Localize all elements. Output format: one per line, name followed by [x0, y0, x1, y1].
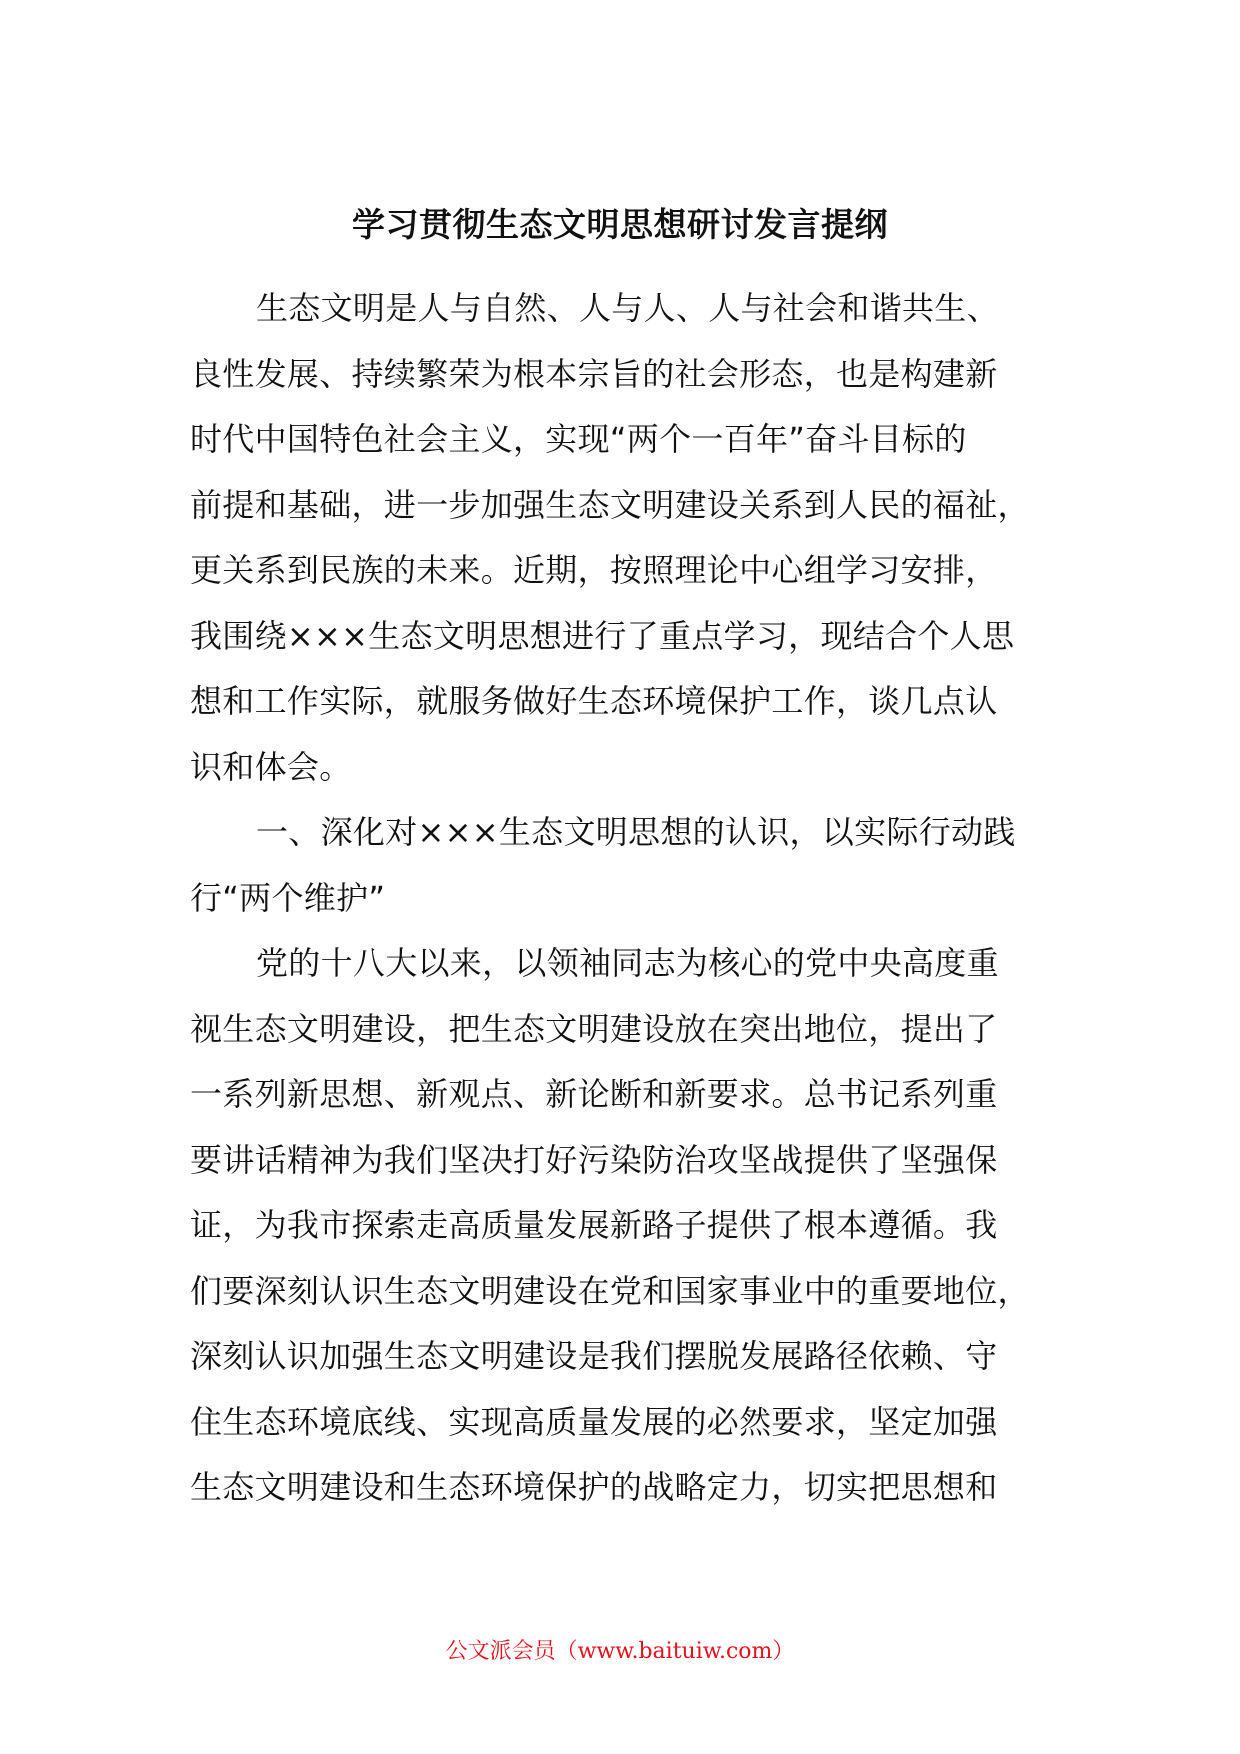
paragraph-1-line-3: 时代中国特色社会主义，实现“两个一百年”奋斗目标的 [190, 420, 967, 458]
paragraph-1-line-8: 识和体会。 [190, 747, 352, 786]
paragraph-1-line-5: 更关系到民族的未来。近期，按照理论中心组学习安排， [190, 551, 998, 589]
paragraph-1-line-1: 生态文明是人与自然、人与人、人与社会和谐共生、 [256, 289, 999, 327]
section-heading-line-1: 一、深化对×××生态文明思想的认识，以实际行动践 [256, 813, 1016, 851]
document-body [190, 276, 1060, 1521]
paragraph-1-line-2: 良性发展、持续繁荣为根本宗旨的社会形态，也是构建新 [190, 354, 998, 393]
document-title: 学习贯彻生态文明思想研讨发言提纲 [352, 205, 888, 244]
paragraph-2-line-1: 党的十八大以来，以领袖同志为核心的党中央高度重 [256, 944, 999, 982]
paragraph-1-line-4: 前提和基础，进一步加强生态文明建设关系到人民的福祉， [190, 485, 1030, 524]
paragraph-2-line-5: 证，为我市探索走高质量发展新路子提供了根本遵循。我 [190, 1206, 998, 1244]
section-heading-line-2: 行“两个维护” [190, 878, 386, 917]
paragraph-2-line-6: 们要深刻认识生态文明建设在党和国家事业中的重要地位， [190, 1271, 1030, 1310]
paragraph-2-line-9: 生态文明建设和生态环境保护的战略定力，切实把思想和 [190, 1468, 998, 1506]
paragraph-2-line-3: 一系列新思想、新观点、新论断和新要求。总书记系列重 [190, 1075, 998, 1113]
paragraph-2-line-4: 要讲话精神为我们坚决打好污染防治攻坚战提供了坚强保 [190, 1140, 998, 1179]
paragraph-2-line-7: 深刻认识加强生态文明建设是我们摆脱发展路径依赖、守 [190, 1337, 998, 1375]
paragraph-2-line-8: 住生态环境底线、实现高质量发展的必然要求，坚定加强 [190, 1402, 998, 1441]
paragraph-2-line-2: 视生态文明建设，把生态文明建设放在突出地位，提出了 [190, 1009, 998, 1048]
paragraph-1-line-7: 想和工作实际，就服务做好生态环境保护工作，谈几点认 [190, 682, 998, 720]
paragraph-1-line-6: 我围绕×××生态文明思想进行了重点学习，现结合个人思 [190, 616, 1015, 655]
footer-watermark-link[interactable]: 公文派会员（www.baituiw.com） [445, 1639, 795, 1664]
